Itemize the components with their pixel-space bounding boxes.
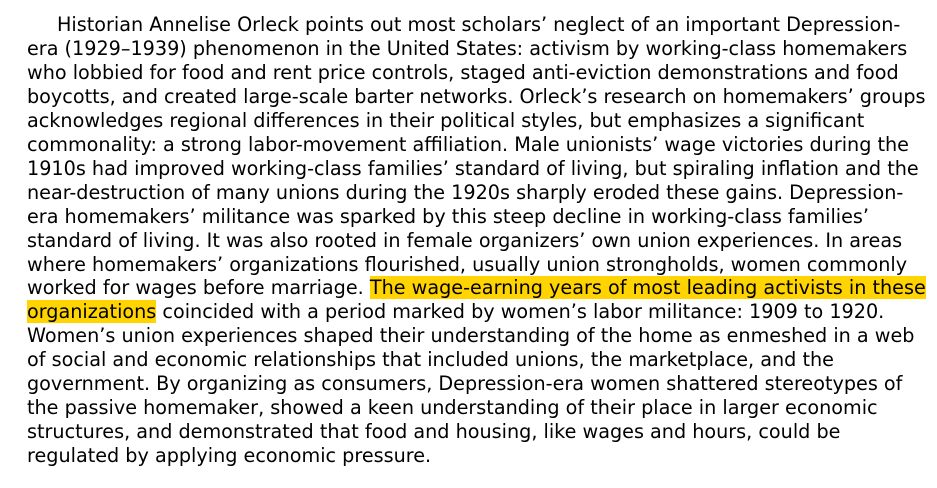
highlighted-phrase: The wage-earning years of most leading activists in these organizations bbox=[27, 276, 926, 324]
passage-text-before-highlight: Historian Annelise Orleck points out most scholars’ neglect of an important Depression-era (1929–1939) phenomenon in the United States: activism by working-class homemakers who lobbied for food and rent price controls, staged anti-eviction demonstrations and food boycotts, and created large-scale barter networks. Orleck’s research on homemakers’ groups acknowledges regional differences in their political styles, but emphasizes a significant commonality: a strong labor-movement affiliation. Male unionists’ wage victories during the 1910s had improved working-class families’ standard of living, but spiraling inflation and the near-destruction of many unions during the 1920s sharply eroded these gains. Depression-era homemakers’ militance was sparked by this steep decline in working-class families’ standard of living. It was also rooted in female organizers’ own union experiences. In areas where homemakers’ organizations flourished, usually union strongholds, women commonly worked for wages before marriage. bbox=[27, 13, 926, 300]
passage-text-after-highlight: coincided with a period marked by women’s labor militance: 1909 to 1920. Women’s union experiences shaped their understanding of the home as enmeshed in a web of social and economic relationships that included unions, the marketplace, and the government. By organizing as consumers, Depression-era women shattered stereotypes of the passive homemaker, showed a keen understanding of their place in larger economic structures, and demonstrated that food and housing, like wages and hours, could be regulated by applying economic pressure. bbox=[27, 300, 915, 468]
reading-passage bbox=[27, 13, 927, 468]
